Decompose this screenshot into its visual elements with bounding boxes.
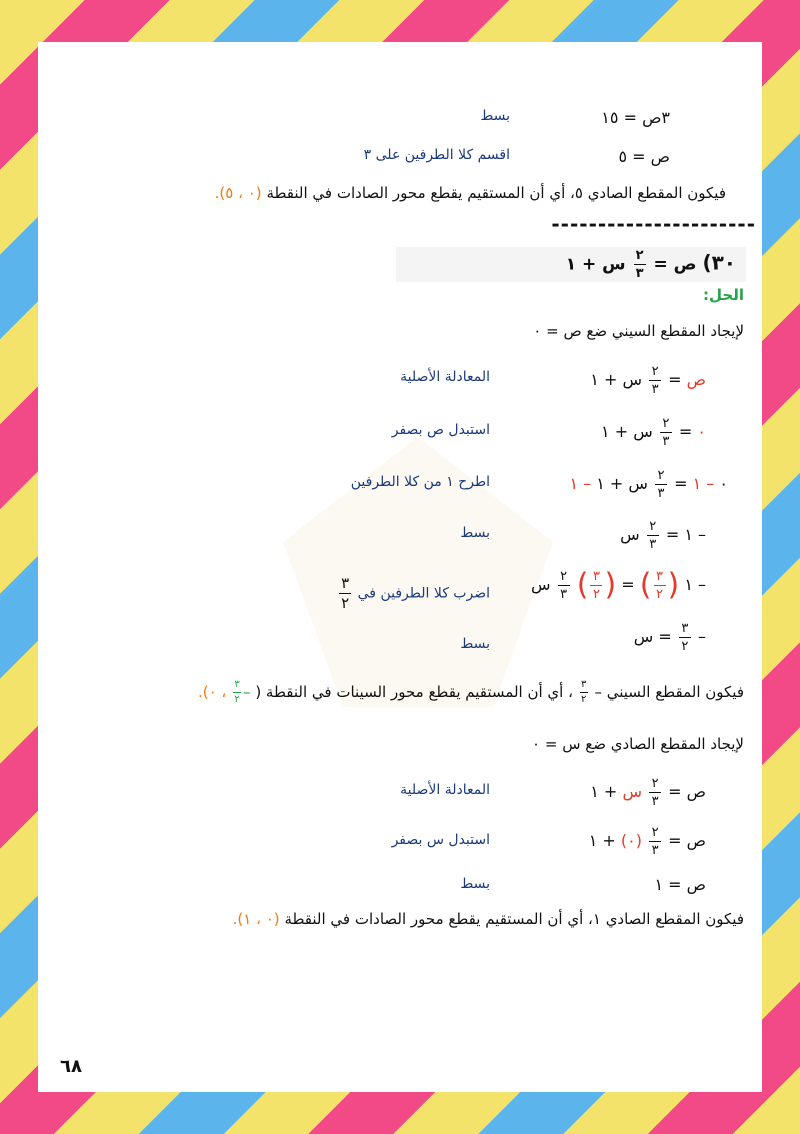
y-intercept-intro: لإيجاد المقطع الصادي ضع س = ٠ (532, 735, 744, 753)
fraction-two-thirds: $\frac{٢}{٣}$ (634, 249, 646, 280)
problem-30-header: ٣٠) ص = $\frac{٢}{٣}$ س + ١ (396, 247, 746, 282)
x-step-3-equation: ٠ – ١ = $\frac{٢}{٣}$ س + ١ – ١ (569, 468, 728, 501)
x-intercept-conclusion: فيكون المقطع السيني – $\frac{٣}{٢}$ ، أي أن المستقيم يقطع محور السينات في النقطة ( – $\frac{٣}{٢}$ ، ٠). (197, 679, 744, 705)
y-step-2-note: استبدل س بصفر (391, 832, 490, 848)
equation-line-2: ص = ٥ (618, 147, 670, 166)
page-sheet (38, 42, 762, 1092)
x-step-6-note: بسط (460, 636, 490, 652)
x-step-4-equation: – ١ = $\frac{٢}{٣}$ س (620, 519, 706, 552)
solution-label: الحل: (703, 286, 744, 304)
x-step-3-note: اطرح ١ من كلا الطرفين (350, 474, 490, 490)
y-intercept-statement-1: فيكون المقطع الصادي ٥، أي أن المستقيم يقطع محور الصادات في النقطة (٠ ، ٥). (214, 184, 726, 202)
equation-line-1: ٣ص = ١٥ (601, 108, 670, 127)
y-step-3-note: بسط (460, 876, 490, 892)
y-step-3-equation: ص = ١ (654, 875, 706, 894)
x-step-4-note: بسط (460, 525, 490, 541)
x-step-5-equation: – ١ ( $\frac{٣}{٢}$ ) = ( $\frac{٣}{٢}$ ) $\frac{٢}{٣}$ س (531, 567, 706, 603)
separator-dashes: ---------------------- (551, 212, 756, 236)
x-intercept-intro: لإيجاد المقطع السيني ضع ص = ٠ (533, 322, 744, 340)
y-step-1-note: المعادلة الأصلية (400, 782, 490, 798)
note-line-2: اقسم كلا الطرفين على ٣ (363, 147, 510, 163)
problem-number: ٣٠) (702, 250, 736, 275)
watermark-logo (268, 422, 568, 722)
y-step-2-equation: ص = $\frac{٢}{٣}$ (٠) + ١ (588, 825, 706, 858)
note-line-1: بسط (480, 108, 510, 124)
page-number: ٦٨ (60, 1056, 82, 1077)
x-step-2-equation: ٠ = $\frac{٢}{٣}$ س + ١ (601, 416, 706, 449)
y-intercept-conclusion: فيكون المقطع الصادي ١، أي أن المستقيم يقطع محور الصادات في النقطة (٠ ، ١). (232, 910, 744, 928)
x-step-1-equation: ص = $\frac{٢}{٣}$ س + ١ (590, 364, 706, 397)
x-step-6-equation: – $\frac{٣}{٢}$ = س (633, 621, 706, 654)
x-step-5-note: اضرب كلا الطرفين في $\frac{٣}{٢}$ (341, 574, 490, 612)
x-step-2-note: استبدل ص بصفر (391, 422, 490, 438)
y-step-1-equation: ص = $\frac{٢}{٣}$ س + ١ (590, 776, 706, 809)
x-step-1-note: المعادلة الأصلية (400, 369, 490, 385)
